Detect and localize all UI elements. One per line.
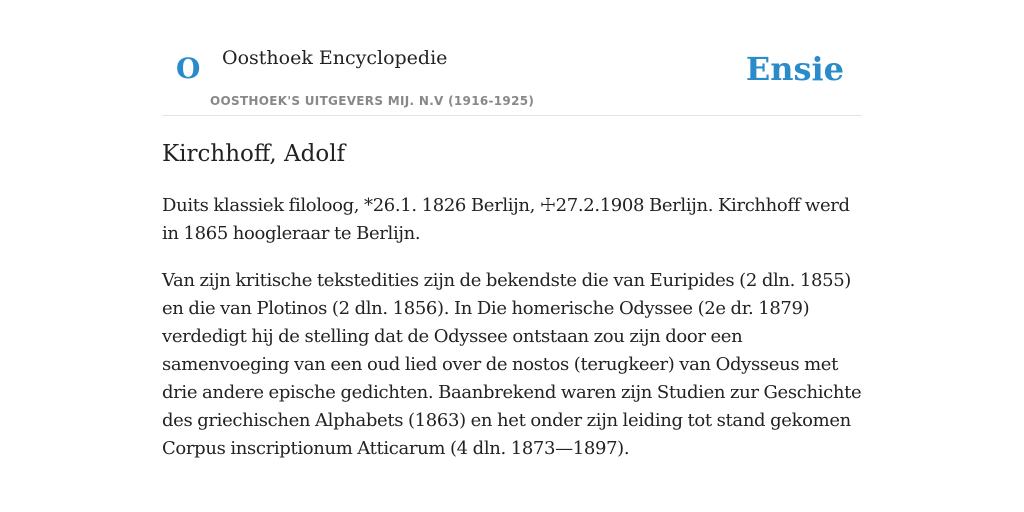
article: [162, 138, 862, 463]
article-paragraph-2: Van zijn kritische tekstedities zijn de bekendste die van Euripides (2 dln. 1855) en die van Plotinos (2 dln. 1856). In Die homerische Odyssee (2e dr. 1879) verdedigt hij de stelling dat de Odyssee ontstaan zou zijn door een samenvoeging van een oud lied over de nostos (terugkeer) van Odysseus met drie andere epische gedichten. Baanbrekend waren zijn Studien zur Geschichte des griechischen Alphabets (1863) en het onder zijn leiding tot stand gekomen Corpus inscriptionum Atticarum (4 dln. 1873—1897).: [162, 270, 862, 459]
article-paragraph-1: Duits klassiek filoloog, *26.1. 1826 Berlijn, ☩27.2.1908 Berlijn. Kirchhoff werd in 1865 hoogleraar te Berlijn.: [162, 195, 850, 244]
article-title: Kirchhoff, Adolf: [162, 141, 346, 167]
site-header: [162, 30, 862, 116]
site-title-link[interactable]: Oosthoek Encyclopedie: [222, 47, 448, 69]
site-logo[interactable]: O: [176, 52, 201, 85]
publisher-line: OOSTHOEK'S UITGEVERS MIJ. N.V (1916-1925): [210, 94, 535, 108]
ensie-brand-link[interactable]: Ensie: [745, 50, 844, 88]
